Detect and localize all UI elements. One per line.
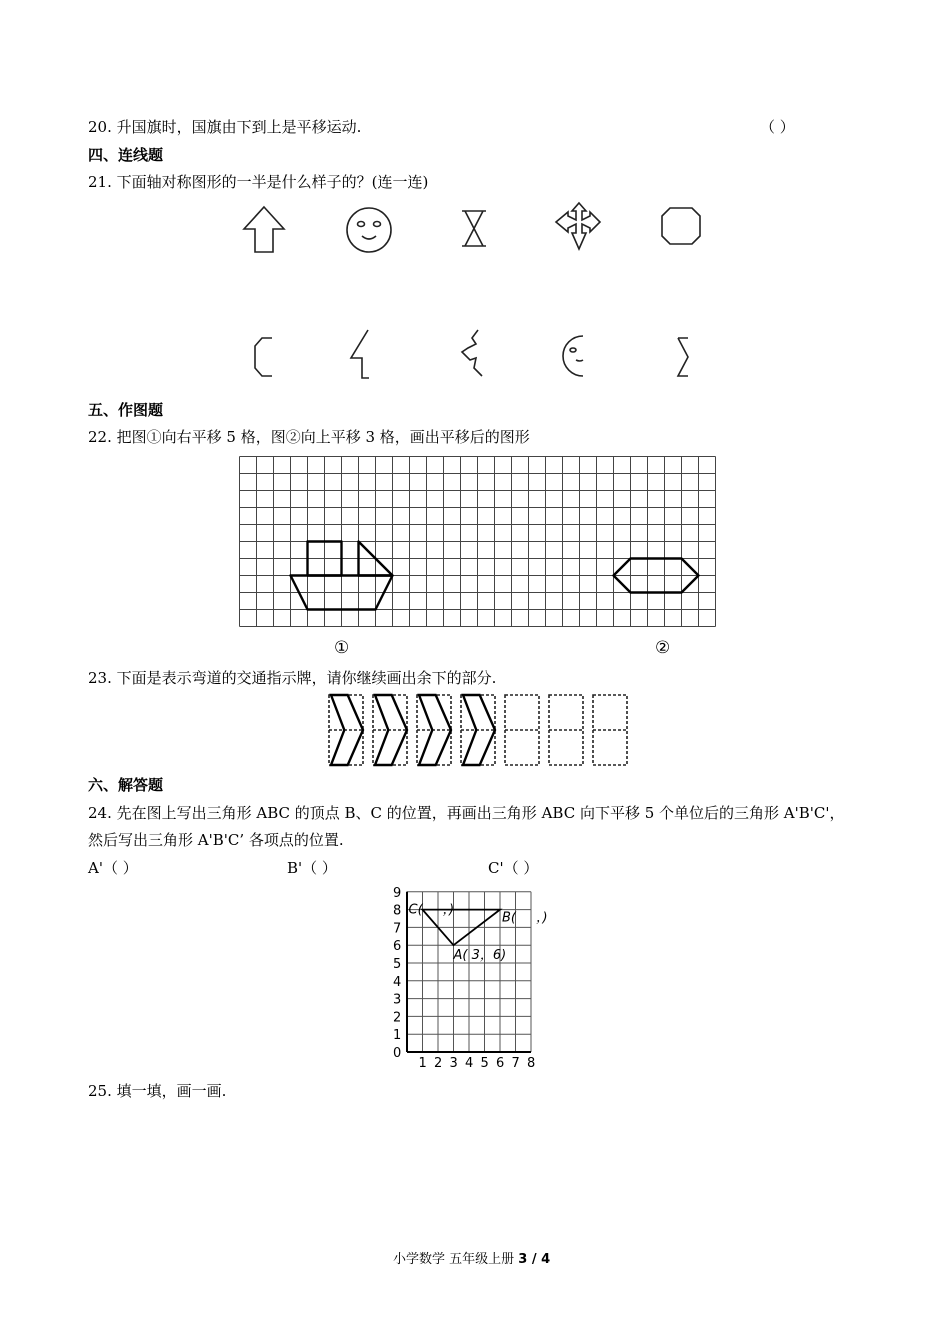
y-tick-label: 4	[393, 974, 402, 990]
answer-paren-20: （ ）	[760, 118, 795, 136]
sign-filled	[329, 695, 363, 765]
b-prime-answer: B'（ ）	[287, 859, 337, 877]
question-24-line-1: 24. 先在图上写出三角形 ABC 的顶点 B、C 的位置，再画出三角形 ABC 向下平移 5 个单位后的三角形 A'B'C'，	[88, 804, 845, 822]
x-tick-label: 6	[496, 1056, 505, 1071]
x-tick-label: 2	[434, 1056, 443, 1071]
sign-filled	[373, 695, 407, 765]
question-21: 21. 下面轴对称图形的一半是什么样子的？(连一连)	[88, 173, 429, 191]
x-tick-label: 1	[418, 1056, 427, 1071]
sign-empty	[505, 695, 539, 765]
y-tick-label: 9	[393, 885, 402, 901]
section-heading-4: 四、连线题	[88, 146, 164, 164]
sign-empty	[593, 695, 627, 765]
footer-text: 小学数学 五年级上册	[393, 1252, 519, 1267]
y-tick-label: 0	[393, 1046, 402, 1061]
question-22: 22. 把图①向右平移 5 格，图②向上平移 3 格，画出平移后的图形	[88, 428, 530, 446]
question-25: 25. 填一填，画一画.	[88, 1082, 227, 1100]
vertex-a-label: A( 3，6)	[453, 948, 507, 964]
sign-empty	[549, 695, 583, 765]
page-number: 3 / 4	[518, 1252, 551, 1267]
coordinate-grid	[385, 882, 585, 1072]
section-heading-6: 六、解答题	[88, 776, 164, 794]
question-20: 20. 升国旗时，国旗由下到上是平移运动.	[88, 118, 362, 136]
traffic-signs-row	[328, 694, 628, 768]
y-tick-label: 5	[393, 957, 402, 972]
vertex-c-label: C(	[408, 902, 423, 918]
y-tick-label: 2	[393, 1010, 402, 1026]
y-tick-label: 1	[393, 1028, 402, 1044]
y-tick-label: 8	[393, 903, 402, 919]
x-tick-label: 8	[527, 1056, 536, 1071]
section-heading-5: 五、作图题	[88, 401, 164, 419]
figure-2-label: ②	[655, 638, 671, 658]
translation-grid	[239, 456, 717, 630]
y-tick-label: 7	[393, 921, 402, 937]
half-octagon-shape	[255, 338, 272, 376]
a-prime-answer: A'（ ）	[88, 859, 138, 877]
page-footer	[393, 1248, 550, 1267]
x-tick-label: 3	[449, 1056, 458, 1071]
half-star-shape	[462, 330, 482, 376]
half-arrow-shape	[351, 330, 369, 378]
x-tick-label: 4	[465, 1056, 474, 1071]
question-24-line-2: 然后写出三角形 A'B'C’ 各项点的位置.	[88, 831, 344, 849]
vertex-b-label: B(	[502, 910, 516, 926]
y-tick-label: 3	[393, 992, 402, 1008]
x-tick-label: 5	[480, 1056, 489, 1071]
figure-1-label: ①	[334, 638, 350, 658]
vertex-b-coords: ，)	[536, 910, 548, 926]
half-face-shape	[563, 336, 583, 376]
vertex-c-coords: ，)	[442, 902, 455, 918]
sign-filled	[461, 695, 495, 765]
question-23: 23. 下面是表示弯道的交通指示牌，请你继续画出余下的部分.	[88, 669, 497, 687]
x-tick-label: 7	[511, 1056, 520, 1071]
c-prime-answer: C'（ ）	[488, 859, 539, 877]
sign-filled	[417, 695, 451, 765]
half-shapes-row	[0, 0, 950, 400]
half-hourglass-shape	[678, 338, 688, 376]
y-tick-label: 6	[393, 939, 402, 955]
